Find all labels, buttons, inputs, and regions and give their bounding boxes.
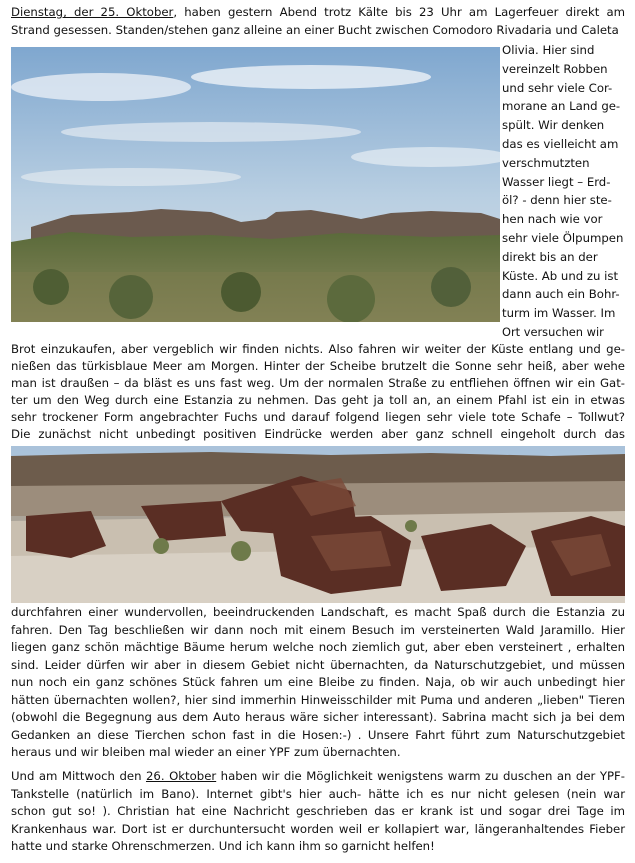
side-line: direkt bis an der <box>502 249 598 264</box>
final-line: schon gut so! ). Christian hat eine Nachricht geschrieben das er krank ist und sogar drei Tage im <box>11 804 625 818</box>
side-line: Küste. Ab und zu ist <box>502 268 619 283</box>
middle-line: nießen das türkisblaue Meer am Morgen. Hinter der Scheibe brutzelt die Sonne sehr heiß, aber wehe <box>11 359 625 373</box>
side-line: das es vielleicht am <box>502 137 619 151</box>
side-line: verschmutzten <box>502 155 590 170</box>
date-tuesday: Dienstag, der 25. Oktober <box>11 5 174 19</box>
final-line: Tankstelle (natürlich im Bano). Internet gibt's hier auch- hätte ich es nur nicht gelesen (nein war <box>11 786 625 801</box>
final-line: hatte und starke Ohrenschmerzen. Und ich kann ihm so garnicht helfen! <box>11 839 435 853</box>
final-line-1-post: haben wir die Möglichkeit wenigstens warm zu duschen an der YPF- <box>216 769 625 783</box>
lower-line: hätten übernachten wollen?, hier sind immerhin Hinweisschilder mit Puma und anderen „lieben" Tieren <box>11 692 625 707</box>
side-line: sehr viele Ölpumpen <box>502 231 624 245</box>
lower-line: liegen ganz schön mächtige Bäume herum welche noch ziemlich gut, aber eben versteinert , erhalten <box>11 640 625 654</box>
lower-line: fahren. Den Tag beschließen wir dann noch mit einem Besuch im versteinerten Wald Jaramillo. Hier <box>11 622 625 637</box>
final-line: Krankenhaus war. Dort ist er durchuntersucht worden weil er kollapiert war, längeranhaltendes Fieber <box>11 821 625 836</box>
lower-line: Gedanken an diese Tierchen schon fast in die Hosen:-) . Unsere Fahrt führt zum Naturschutzgebiet <box>11 727 625 742</box>
para1-line-1-text: , haben gestern Abend trotz Kälte bis 23 Uhr am Lagerfeuer direkt am <box>173 5 625 19</box>
lower-line: sind. Leider dürfen wir aber in diesem Gebiet nicht übernachten, da Naturschutzgebiet, und müssen <box>11 657 625 672</box>
lower-line: nun noch ein ganz schönes Stück fahren um eine Bleibe zu finden. Naja, ob wir auch unbedingt hier <box>11 675 625 689</box>
side-line: dann auch ein Bohr- <box>502 287 620 302</box>
side-line: Ort versuchen wir <box>502 325 604 339</box>
side-line: vereinzelt Robben <box>502 61 608 76</box>
middle-line: Brot einzukaufen, aber vergeblich wir finden nichts. Also fahren wir weiter der Küste entlang und ge- <box>11 342 625 356</box>
side-line: öl? - denn hier ste- <box>502 193 612 208</box>
lower-line: heraus und wir bleiben mal wieder an einer YPF zum übernachten. <box>11 745 401 759</box>
date-wednesday: 26. Oktober <box>145 769 217 783</box>
middle-line: ter um den Weg durch eine Estanzia zu nehmen. Das geht ja toll an, an einem Pfahl ist ein in etwas <box>11 393 625 407</box>
side-line: Wasser liegt – Erd- <box>502 174 611 189</box>
middle-line: man ist draußen – da bläst es uns fast weg. Um der normalen Straße zu entfliehen öffnen wir ein Gat- <box>11 376 625 390</box>
landscape-mesa-photo <box>11 47 500 322</box>
petrified-forest-photo <box>11 446 625 603</box>
lower-line: durchfahren einer wundervollen, beeindruckenden Landschaft, es macht Spaß durch die Estanzia zu <box>11 605 625 619</box>
final-line-1 <box>11 768 625 785</box>
side-line: spült. Wir denken <box>502 118 605 133</box>
middle-line: Die zunächst nicht unbedingt positiven Eindrücke werden aber ganz schnell eingeholt durch das <box>11 427 625 441</box>
para1-line-1 <box>11 4 625 21</box>
middle-line: sehr trockener Form angebrachter Fuchs und darauf folgend liegen sehr viele tote Schafe – Tollwut? <box>11 410 625 424</box>
side-line: hen nach wie vor <box>502 212 603 227</box>
side-line: und sehr viele Cor- <box>502 80 613 95</box>
side-line: Olivia. Hier sind <box>502 43 595 57</box>
side-line: morane an Land ge- <box>502 99 621 114</box>
lower-line: (obwohl die Begegnung aus dem Auto heraus wäre sicher interessant). Sabrina macht sich ja bei dem <box>11 710 625 724</box>
side-line: turm im Wasser. Im <box>502 306 616 321</box>
final-line-1-pre: Und am Mittwoch den <box>11 769 146 783</box>
para1-line-2: Strand gesessen. Standen/stehen ganz alleine an einer Bucht zwischen Comodoro Rivadaria und Caleta <box>11 23 619 37</box>
